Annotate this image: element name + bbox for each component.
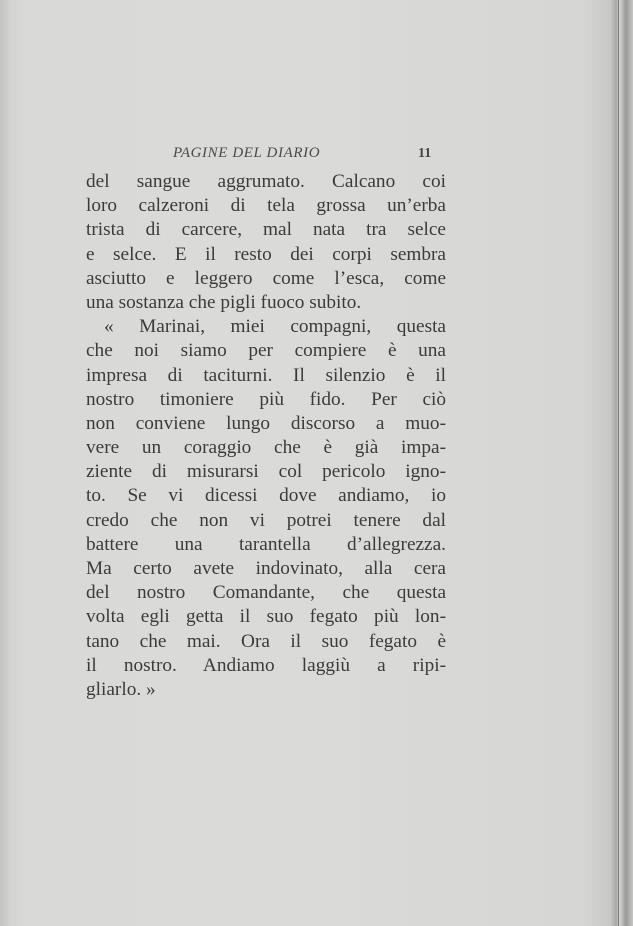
text-line: loro calzeroni di tela grossa un’erba [86,195,446,217]
text-line: tano che mai. Ora il suo fegato è [86,630,446,652]
page-edge [609,0,633,926]
text-line: volta egli getta il suo fegato più lon- [86,606,446,628]
text-line: impresa di taciturni. Il silenzio è il [86,364,446,386]
text-line: del nostro Comandante, che questa [86,582,446,604]
text-line: che noi siamo per compiere è una [86,340,446,362]
text-line: battere una tarantella d’allegrezza. [86,533,446,555]
text-line: to. Se vi dicessi dove andiamo, io [86,485,446,507]
text-line: Ma certo avete indovinato, alla cera [86,558,446,579]
text-line: e selce. E il resto dei corpi sembra [86,243,446,265]
text-line: nostro timoniere più fido. Per ciò [86,388,446,410]
page-edge-line [618,0,619,926]
text-line: ziente di misurarsi col pericolo igno- [86,461,446,483]
text-line: una sostanza che pigli fuoco subito. [86,291,362,313]
text-line: non conviene lungo discorso a muo- [86,412,446,434]
text-line: « Marinai, miei compagni, questa [104,316,446,338]
text-line: il nostro. Andiamo laggiù a ripi- [86,654,446,676]
text-line: credo che non vi potrei tenere dal [86,509,446,531]
text-line: vere un coraggio che è già impa- [86,437,446,459]
text-line: asciutto e leggero come l’esca, come [86,267,446,289]
text-line: trista di carcere, mal nata tra selce [86,219,446,241]
text-line: del sangue aggrumato. Calcano coi [86,171,446,192]
running-head: PAGINE DEL DIARIO [173,145,321,161]
page-number: 11 [418,146,432,161]
page-gutter-shadow [0,0,10,926]
body-text [86,170,446,702]
text-line: gliarlo. » [86,678,156,700]
